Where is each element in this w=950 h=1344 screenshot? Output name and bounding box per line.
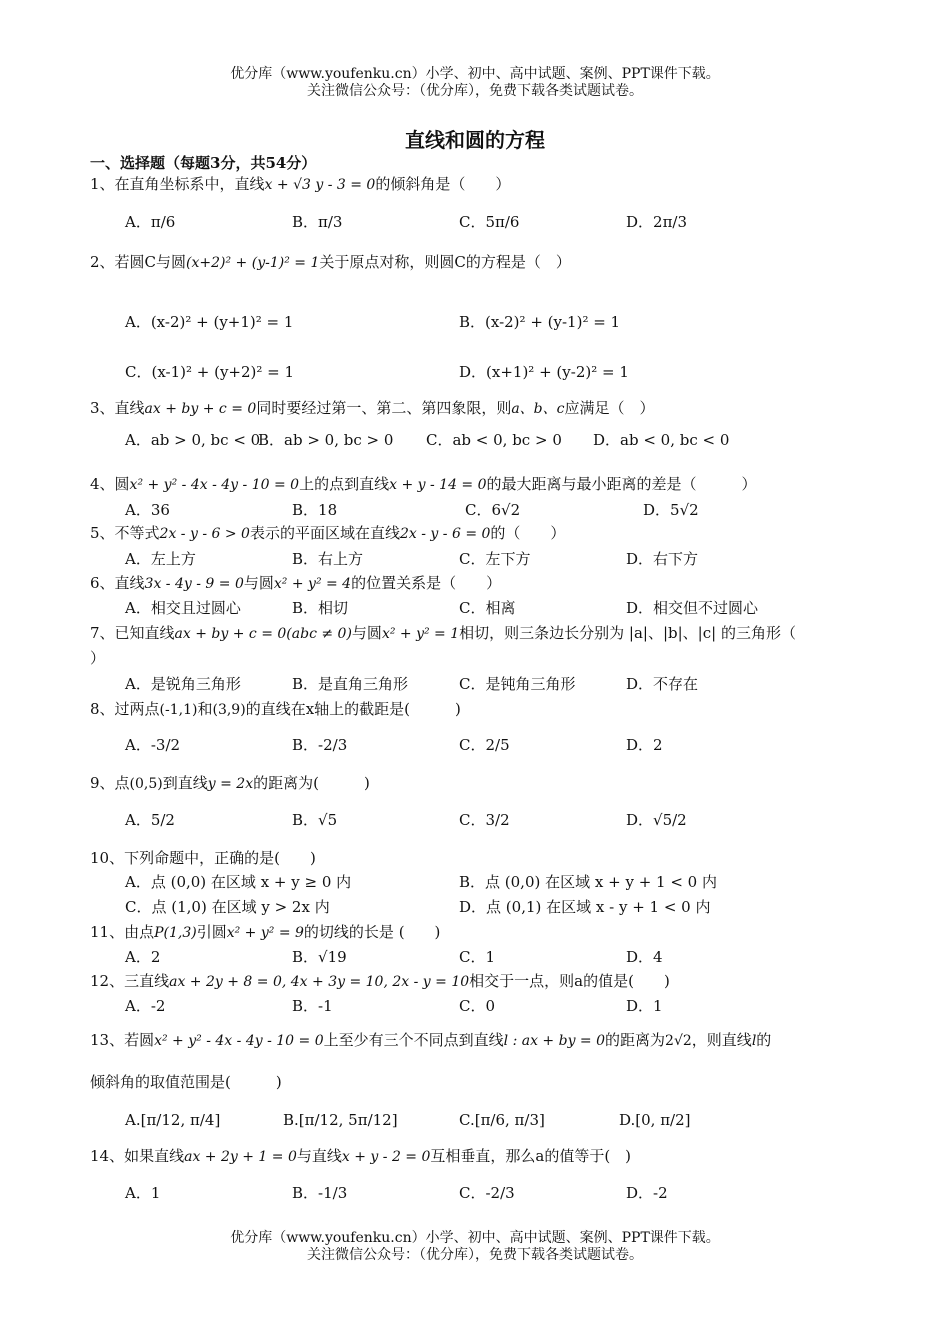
- question-4: [90, 474, 880, 495]
- q11-option-c[interactable]: C．1: [459, 948, 496, 966]
- q12-stem-pre: 12、三直线: [90, 972, 170, 990]
- q13-stem-continued: 倾斜角的取值范围是( ): [90, 1073, 282, 1091]
- q3-option-c[interactable]: C．ab < 0, bc > 0: [426, 431, 562, 449]
- q6-stem-post: 的位置关系是（ ）: [351, 574, 502, 592]
- q14-stem-post: 互相垂直，那么a的值等于( ): [430, 1147, 632, 1165]
- q9-math: (0,5): [129, 776, 163, 792]
- q8-stem-post: 的直线在x轴上的截距是( ): [245, 700, 461, 718]
- footer-line-1: 优分库（www.youfenku.cn）小学、初中、高中试题、案例、PPT课件下载。: [230, 1230, 720, 1246]
- q11-option-a[interactable]: A．2: [125, 948, 161, 966]
- question-12: [90, 971, 880, 992]
- q11-stem-mid: 引圆: [196, 923, 227, 941]
- q1-stem-pre: 1、在直角坐标系中，直线: [90, 175, 265, 193]
- q9-stem-post: 的距离为( ): [253, 774, 370, 792]
- q12-stem-post: 相交于一点，则a的值是( ): [469, 972, 670, 990]
- q1-option-d[interactable]: D．2π/3: [626, 213, 688, 231]
- q3-option-a[interactable]: A．ab > 0, bc < 0: [125, 431, 261, 449]
- q3-math: ax + by + c = 0: [144, 401, 257, 417]
- q8-math: (-1,1): [159, 702, 198, 718]
- q3-stem-post: 应满足（ ）: [564, 399, 655, 417]
- question-9: [90, 773, 880, 794]
- q13-math4: l: [751, 1033, 757, 1049]
- q7-option-a[interactable]: A．是锐角三角形: [125, 675, 241, 693]
- question-1: [90, 174, 880, 195]
- q13-stem-post: ，则直线: [691, 1031, 752, 1049]
- q1-stem-post: 的倾斜角是（ ）: [375, 175, 511, 193]
- q13-math: x² + y² - 4x - 4y - 10 = 0: [154, 1033, 324, 1049]
- q9-stem-mid: 到直线: [162, 774, 208, 792]
- q10-option-c[interactable]: C．点 (1,0) 在区域 y > 2x 内: [125, 898, 330, 916]
- question-10: [90, 848, 880, 868]
- q5-option-b[interactable]: B．右上方: [292, 550, 364, 568]
- q12-option-b[interactable]: B．-1: [292, 997, 333, 1015]
- q12-math: ax + 2y + 8 = 0, 4x + 3y = 10, 2x - y = 10: [169, 974, 470, 990]
- header-line-1: 优分库（www.youfenku.cn）小学、初中、高中试题、案例、PPT课件下载。: [230, 66, 720, 82]
- q8-math2: (3,9): [212, 702, 246, 718]
- q6-stem-mid: 与圆: [243, 574, 274, 592]
- header-line-2: 关注微信公众号：（优分库），免费下载各类试题试卷。: [307, 83, 643, 99]
- q6-stem-pre: 6、直线: [90, 574, 145, 592]
- q5-math2: 2x - y - 6 = 0: [399, 526, 491, 542]
- q7-math: ax + by + c = 0(abc ≠ 0): [174, 626, 352, 642]
- q13-option-c[interactable]: C.[π/6, π/3]: [459, 1111, 545, 1129]
- q9-math2: y = 2x: [207, 776, 254, 792]
- q11-math: P(1,3): [154, 925, 197, 941]
- q10-option-b[interactable]: B．点 (0,0) 在区域 x + y + 1 < 0 内: [459, 873, 717, 891]
- q3-option-d[interactable]: D．ab < 0, bc < 0: [593, 431, 730, 449]
- q3-stem-pre: 3、直线: [90, 399, 145, 417]
- page-footer: [0, 1230, 950, 1264]
- q7-option-c[interactable]: C．是钝角三角形: [459, 675, 576, 693]
- q8-option-b[interactable]: B．-2/3: [292, 736, 348, 754]
- q2-option-d[interactable]: D．(x+1)² + (y-2)² = 1: [459, 363, 629, 381]
- q5-math: 2x - y - 6 > 0: [159, 526, 250, 542]
- page-header: [0, 66, 950, 100]
- q13-math2: l : ax + by = 0: [503, 1033, 606, 1049]
- q10-option-d[interactable]: D．点 (0,1) 在区域 x - y + 1 < 0 内: [459, 898, 711, 916]
- q11-stem-pre: 11、由点: [90, 923, 155, 941]
- q5-stem-post: 的（ ）: [490, 524, 566, 542]
- q4-stem-pre: 4、圆: [90, 475, 130, 493]
- question-6: [90, 573, 880, 594]
- section-heading: 一、选择题（每题3分，共54分）: [90, 154, 317, 172]
- footer-line-2: 关注微信公众号：（优分库），免费下载各类试题试卷。: [307, 1247, 643, 1263]
- q4-option-c[interactable]: C．6√2: [465, 501, 521, 519]
- question-5: [90, 523, 880, 544]
- question-3: [90, 398, 880, 419]
- q2-stem-pre: 2、若圆C与圆: [90, 253, 187, 271]
- q4-math: x² + y² - 4x - 4y - 10 = 0: [129, 477, 300, 493]
- page-title: 直线和圆的方程: [405, 128, 545, 152]
- q7-stem-continued: ）: [90, 649, 106, 667]
- q9-option-a[interactable]: A．5/2: [125, 811, 175, 829]
- q8-stem-pre: 8、过两点: [90, 700, 160, 718]
- q11-math2: x² + y² = 9: [226, 925, 304, 941]
- question-7: [90, 623, 880, 644]
- q13-math3: 2√2: [665, 1033, 692, 1049]
- q7-math2: x² + y² = 1: [381, 626, 460, 642]
- q3-stem-mid: 同时要经过第一、第二、第四象限，则: [256, 399, 512, 417]
- q9-option-c[interactable]: C．3/2: [459, 811, 510, 829]
- q2-option-c[interactable]: C．(x-1)² + (y+2)² = 1: [125, 363, 295, 381]
- q10-option-a[interactable]: A．点 (0,0) 在区域 x + y ≥ 0 内: [125, 873, 352, 891]
- q12-option-c[interactable]: C．0: [459, 997, 496, 1015]
- q11-stem-post: 的切线的长是 ( ): [303, 923, 441, 941]
- q5-stem-mid: 表示的平面区域在直线: [249, 524, 400, 542]
- q3-option-b[interactable]: B．ab > 0, bc > 0: [258, 431, 394, 449]
- q4-math2: x + y - 14 = 0: [389, 477, 487, 493]
- q13-stem-mid2: 的距离为: [605, 1031, 666, 1049]
- q13-stem-mid: 上至少有三个不同点到直线: [323, 1031, 504, 1049]
- q13-option-a[interactable]: A.[π/12, π/4]: [125, 1111, 221, 1129]
- q14-stem-pre: 14、如果直线: [90, 1147, 185, 1165]
- q14-stem-mid: 与直线: [296, 1147, 342, 1165]
- q11-option-b[interactable]: B．√19: [292, 948, 347, 966]
- q4-option-a[interactable]: A．36: [125, 501, 170, 519]
- question-14: [90, 1146, 880, 1167]
- q5-option-d[interactable]: D．右下方: [626, 550, 699, 568]
- q1-option-b[interactable]: B．π/3: [292, 213, 343, 231]
- q1-math: x + √3 y - 3 = 0: [264, 177, 376, 193]
- q13-stem-end: 的: [756, 1031, 772, 1049]
- q14-option-a[interactable]: A．1: [125, 1184, 161, 1202]
- q10-stem-pre: 10、下列命题中，正确的是( ): [90, 849, 316, 867]
- q4-stem-post: 的最大距离与最小距离的差是（ ）: [486, 475, 757, 493]
- q7-option-d[interactable]: D．不存在: [626, 675, 699, 693]
- q9-option-b[interactable]: B．√5: [292, 811, 338, 829]
- q8-option-d[interactable]: D．2: [626, 736, 663, 754]
- q8-option-a[interactable]: A．-3/2: [125, 736, 181, 754]
- q13-option-d[interactable]: D.[0, π/2]: [619, 1111, 691, 1129]
- q4-option-b[interactable]: B．18: [292, 501, 338, 519]
- q14-option-b[interactable]: B．-1/3: [292, 1184, 348, 1202]
- q1-option-c[interactable]: C．5π/6: [459, 213, 520, 231]
- q4-option-d[interactable]: D．5√2: [643, 501, 699, 519]
- q2-option-a[interactable]: A．(x-2)² + (y+1)² = 1: [125, 313, 294, 331]
- q13-option-b[interactable]: B.[π/12, 5π/12]: [283, 1111, 398, 1129]
- q6-math: 3x - 4y - 9 = 0: [144, 576, 244, 592]
- q14-math: ax + 2y + 1 = 0: [184, 1149, 297, 1165]
- q7-stem-mid: 与圆: [351, 624, 382, 642]
- q5-option-c[interactable]: C．左下方: [459, 550, 531, 568]
- q12-option-d[interactable]: D．1: [626, 997, 663, 1015]
- q4-stem-mid: 上的点到直线: [299, 475, 390, 493]
- q1-option-a[interactable]: A．π/6: [125, 213, 176, 231]
- q13-stem-pre: 13、若圆: [90, 1031, 155, 1049]
- question-8: [90, 699, 880, 720]
- q9-stem-pre: 9、点: [90, 774, 130, 792]
- q7-stem-pre: 7、已知直线: [90, 624, 175, 642]
- q2-stem-post: 关于原点对称，则圆C的方程是（ ）: [319, 253, 571, 271]
- q6-option-b[interactable]: B．相切: [292, 599, 349, 617]
- q14-math2: x + y - 2 = 0: [341, 1149, 431, 1165]
- question-11: [90, 922, 880, 943]
- q6-option-a[interactable]: A．相交且过圆心: [125, 599, 241, 617]
- q7-option-b[interactable]: B．是直角三角形: [292, 675, 409, 693]
- q8-option-c[interactable]: C．2/5: [459, 736, 510, 754]
- q7-stem-post: 相切，则三条边长分别为 |a|、|b|、|c| 的三角形（: [459, 624, 796, 642]
- question-2: [90, 252, 880, 273]
- q8-stem-mid: 和: [197, 700, 213, 718]
- q5-stem-pre: 5、不等式: [90, 524, 160, 542]
- q11-option-d[interactable]: D．4: [626, 948, 663, 966]
- q14-option-d[interactable]: D．-2: [626, 1184, 668, 1202]
- q12-option-a[interactable]: A．-2: [125, 997, 166, 1015]
- q14-option-c[interactable]: C．-2/3: [459, 1184, 515, 1202]
- q6-math2: x² + y² = 4: [273, 576, 352, 592]
- q2-option-b[interactable]: B．(x-2)² + (y-1)² = 1: [459, 313, 621, 331]
- q2-math: (x+2)² + (y-1)² = 1: [186, 255, 320, 271]
- question-13: [90, 1030, 880, 1051]
- q3-math2: a、b、c: [511, 401, 565, 417]
- q6-option-c[interactable]: C．相离: [459, 599, 516, 617]
- q5-option-a[interactable]: A．左上方: [125, 550, 196, 568]
- q6-option-d[interactable]: D．相交但不过圆心: [626, 599, 759, 617]
- q9-option-d[interactable]: D．√5/2: [626, 811, 687, 829]
